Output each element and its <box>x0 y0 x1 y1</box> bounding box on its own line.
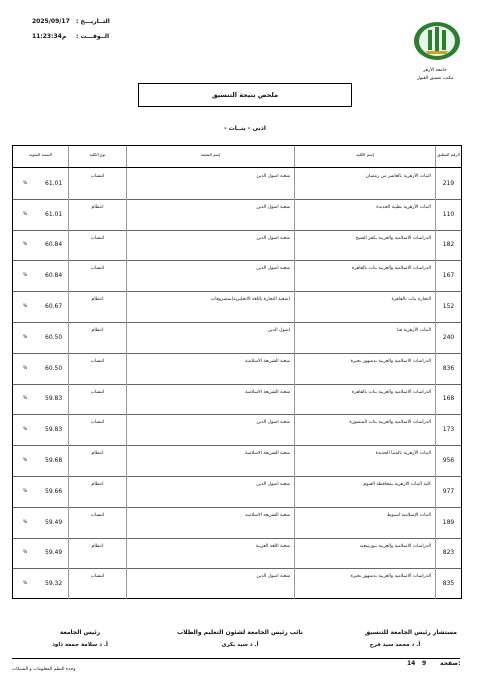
code-cell: 956 <box>435 445 461 476</box>
division-cell: (شعبة التجارة باللغة الانجليزية)بمصروفات <box>126 291 294 322</box>
code-cell: 189 <box>435 507 461 538</box>
type-cell: انتساب <box>68 568 126 599</box>
time-value: 11:23:34م <box>32 33 67 40</box>
division-cell: شعبة اصول الدين <box>126 199 294 230</box>
college-cell: البنات الأزهرية بالعاشر من رمضان <box>294 168 435 199</box>
pct-value: 59.66 <box>45 487 63 495</box>
table-row <box>13 353 461 385</box>
table-row <box>13 168 461 200</box>
table-row <box>13 230 461 262</box>
code-cell: 836 <box>435 353 461 384</box>
header-pct: النسبة المئوية <box>29 152 52 157</box>
division-cell: شعبة اصول الدين <box>126 414 294 445</box>
pct-value: 59.83 <box>45 426 63 434</box>
code-cell: 152 <box>435 291 461 322</box>
pct-value: 60.84 <box>45 272 63 280</box>
percent-sign: % <box>23 273 28 279</box>
division-cell: شعبة اصول الدين <box>126 168 294 199</box>
percent-sign: % <box>23 334 28 340</box>
division-cell: شعبة الشريعه الاسلاميه <box>126 507 294 538</box>
percent-sign: % <box>23 211 28 217</box>
type-cell: انتظام <box>68 199 126 230</box>
pct-value: 59.49 <box>45 549 63 557</box>
percent-sign: % <box>23 458 28 464</box>
azhar-logo <box>412 20 462 62</box>
header-code: الرقم المطبق <box>435 146 461 167</box>
pct-cell <box>13 168 68 199</box>
type-cell: انتساب <box>68 507 126 538</box>
pct-value: 60.67 <box>45 303 63 311</box>
header-college: إسم الكلية <box>294 146 435 167</box>
college-cell: التجارة بنات بالقاهرة <box>294 291 435 322</box>
code-cell: 173 <box>435 414 461 445</box>
pct-cell <box>13 445 68 476</box>
pct-value: 59.32 <box>45 580 63 588</box>
page-number: 9 <box>422 660 427 667</box>
pct-cell <box>13 507 68 538</box>
date-label: التــاريـــخ : <box>76 18 110 25</box>
table-row <box>13 384 461 416</box>
college-cell: كلية البنات الازهرية بمحافظة الفيوم <box>294 476 435 507</box>
type-cell: انتساب <box>68 414 126 445</box>
table-row <box>13 568 461 599</box>
percent-sign: % <box>23 581 28 587</box>
pct-value: 59.83 <box>45 395 63 403</box>
subtitle: - ادبى - بنــات <box>224 125 266 132</box>
page-title: ملخص نتيجة التنسيق <box>138 83 352 107</box>
pct-cell <box>13 538 68 569</box>
type-cell: انتساب <box>68 384 126 415</box>
table-row <box>13 260 461 292</box>
college-cell: البنات الأزهرية بطيبة الجديدة <box>294 199 435 230</box>
pct-value: 60.50 <box>45 364 63 372</box>
header-division: إسم الشعبة <box>126 146 294 167</box>
pct-cell <box>13 230 68 261</box>
table-row <box>13 476 461 508</box>
type-cell: انتظام <box>68 476 126 507</box>
division-cell: شعبة الشريعة الاسلامية <box>126 384 294 415</box>
code-cell: 977 <box>435 476 461 507</box>
table-row <box>13 291 461 323</box>
table-header <box>13 146 461 168</box>
table-row <box>13 538 461 570</box>
percent-sign: % <box>23 550 28 556</box>
table-row <box>13 507 461 539</box>
college-cell: الدراسات الاسلامية والعربية بدمنهور بحيرة <box>294 568 435 599</box>
pct-value: 60.84 <box>45 241 63 249</box>
type-cell: انتساب <box>68 260 126 291</box>
type-cell: انتظام <box>68 291 126 322</box>
org-line1: جامعة الأزهر <box>423 68 447 73</box>
pct-cell <box>13 384 68 415</box>
division-cell: شعبة اصول الدين <box>126 568 294 599</box>
percent-sign: % <box>23 396 28 402</box>
pct-cell <box>13 353 68 384</box>
division-cell: شعبة اصول الدين <box>126 476 294 507</box>
college-cell: البنات الأزهرية قنا <box>294 322 435 353</box>
pct-value: 61.01 <box>45 210 63 218</box>
pct-cell <box>13 199 68 230</box>
pct-value: 59.49 <box>45 518 63 526</box>
college-cell: الدراسات الاسلامية والعربية بكفر الشيخ <box>294 230 435 261</box>
percent-sign: % <box>23 519 28 525</box>
division-cell: شعبة اصول الدين <box>126 260 294 291</box>
college-cell: الدراسات الاسلامية والعربية بنات المنصورة <box>294 414 435 445</box>
table-row <box>13 199 461 231</box>
percent-sign: % <box>23 427 28 433</box>
code-cell: 823 <box>435 538 461 569</box>
college-cell: الدراسات الاسلامية والعربية بنات بالقاهرة <box>294 384 435 415</box>
division-cell: شعبة الشريعة الاسلامية <box>126 353 294 384</box>
org-line2: مكتب تنسيق القبول <box>416 76 454 81</box>
table-row <box>13 322 461 354</box>
percent-sign: % <box>23 365 28 371</box>
signature-title-1: مستشار رئيس الجامعة للتنسيق <box>364 629 457 636</box>
college-cell: الدراسات الاسلامية والعربية بدمنهور بحيرة <box>294 353 435 384</box>
division-cell: اصول الدين <box>126 322 294 353</box>
pct-cell <box>13 260 68 291</box>
table-row <box>13 414 461 446</box>
pct-value: 59.68 <box>45 457 63 465</box>
signature-title-2: نائب رئيس الجامعة لشئون التعليم والطلاب <box>177 629 303 636</box>
page-label: صفحة: <box>440 660 461 667</box>
pct-value: 61.01 <box>45 179 63 187</box>
type-cell: انتظام <box>68 322 126 353</box>
code-cell: 110 <box>435 199 461 230</box>
footer-divider <box>12 658 460 659</box>
percent-sign: % <box>23 242 28 248</box>
pct-cell <box>13 414 68 445</box>
results-table <box>12 145 462 599</box>
type-cell: انتساب <box>68 230 126 261</box>
division-cell: شعبة الشريعة الاسلامية <box>126 445 294 476</box>
time-label: الــوقـــت : <box>76 33 110 40</box>
date-value: 2025/09/17 <box>32 18 70 25</box>
type-cell: انتساب <box>68 168 126 199</box>
division-cell: شعبة اللغة العربية <box>126 538 294 569</box>
signature-name-1: أ. د محمد سيد فرج <box>369 642 421 648</box>
pct-cell <box>13 322 68 353</box>
signature-title-3: رئيس الجامعة <box>59 629 101 636</box>
percent-sign: % <box>23 304 28 310</box>
college-cell: البنات الأزهرية بالمنيا الجديدة <box>294 445 435 476</box>
percent-sign: % <box>23 488 28 494</box>
code-cell: 182 <box>435 230 461 261</box>
college-cell: البنات الإسلامية اسيوط <box>294 507 435 538</box>
type-cell: انتساب <box>68 353 126 384</box>
pct-cell <box>13 476 68 507</box>
code-cell: 835 <box>435 568 461 599</box>
division-cell: شعبة اصول الدين <box>126 230 294 261</box>
type-cell: انتظام <box>68 445 126 476</box>
pct-value: 60.50 <box>45 333 63 341</box>
college-cell: الدراسات الاسلامية والعربية بنات بالقاهرة <box>294 260 435 291</box>
signature-name-3: أ. د سلامة جمعه داود <box>52 642 108 648</box>
type-cell: انتظام <box>68 538 126 569</box>
code-cell: 167 <box>435 260 461 291</box>
unit-name: وحدة النظم المعلومات و الشبكات <box>12 667 76 672</box>
college-cell: الدراسات الاسلامية والعربية ببورسعيد <box>294 538 435 569</box>
signature-name-2: أ. د سيد بكرى <box>221 642 259 648</box>
pct-cell <box>13 568 68 599</box>
pct-cell <box>13 291 68 322</box>
code-cell: 219 <box>435 168 461 199</box>
code-cell: 240 <box>435 322 461 353</box>
percent-sign: % <box>23 180 28 186</box>
code-cell: 168 <box>435 384 461 415</box>
page-total: 14 <box>407 660 416 667</box>
table-row <box>13 445 461 477</box>
header-type: نوع الكلية <box>68 146 126 167</box>
